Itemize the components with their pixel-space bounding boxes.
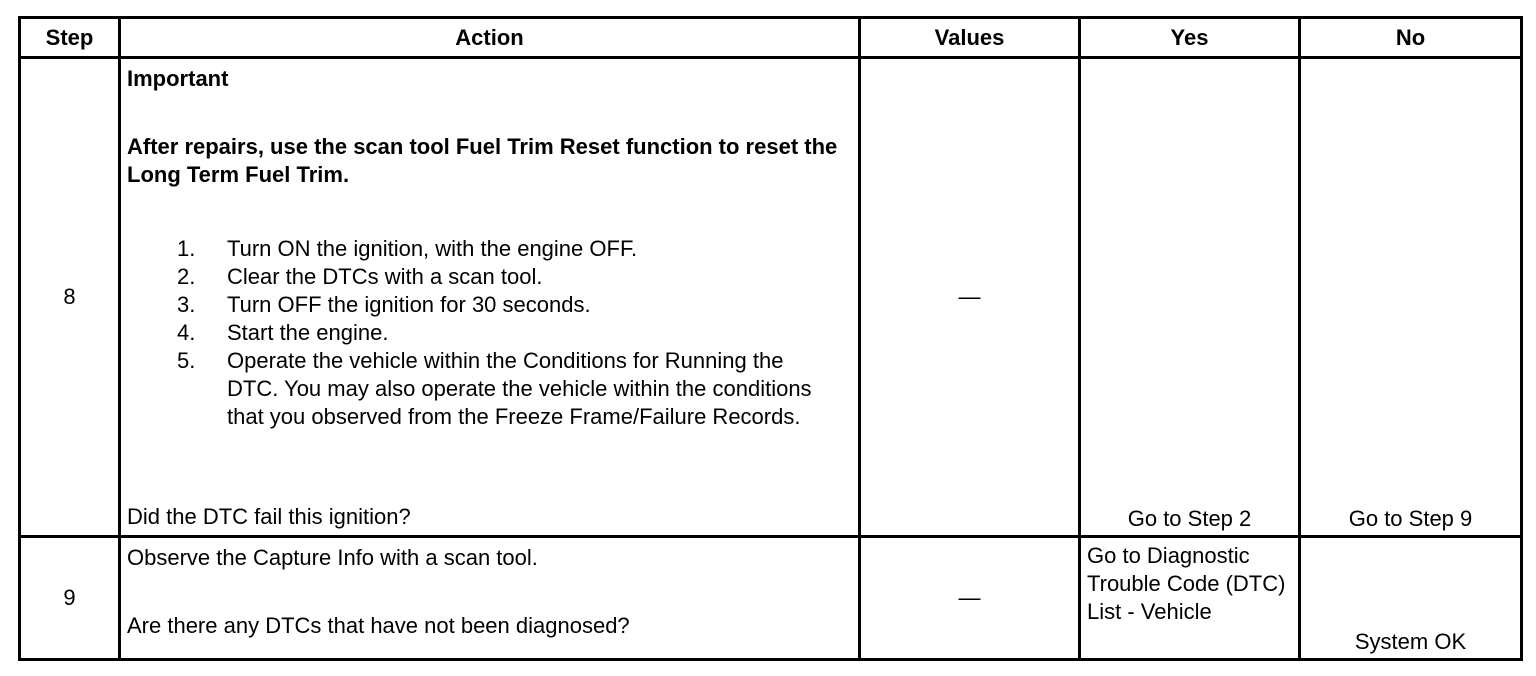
important-label: Important [127, 66, 229, 91]
procedure-list [127, 235, 852, 431]
header-step: Step [20, 18, 120, 58]
action-cell [120, 58, 860, 537]
list-item: 4. Start the engine. [177, 320, 389, 345]
no-link[interactable]: System OK [1300, 537, 1522, 660]
values-cell: — [860, 537, 1080, 660]
header-values: Values [860, 18, 1080, 58]
important-text: After repairs, use the scan tool Fuel Trim Reset function to reset the Long Term Fuel Trim. [127, 134, 838, 187]
question-text: Are there any DTCs that have not been diagnosed? [127, 613, 630, 638]
yes-link[interactable]: Go to Diagnostic Trouble Code (DTC) List - Vehicle [1080, 537, 1300, 660]
no-link[interactable]: Go to Step 9 [1300, 58, 1522, 537]
step-number: 8 [20, 58, 120, 537]
header-action: Action [120, 18, 860, 58]
list-item: 2. Clear the DTCs with a scan tool. [177, 264, 543, 289]
header-row [20, 18, 1522, 58]
list-item: 3. Turn OFF the ignition for 30 seconds. [177, 292, 591, 317]
table-row [20, 58, 1522, 537]
header-no: No [1300, 18, 1522, 58]
question-text: Did the DTC fail this ignition? [127, 504, 411, 529]
action-cell [120, 537, 860, 660]
list-item: 5. Operate the vehicle within the Conditions for Running the DTC. You may also operate the vehicle within the conditions that you observed from the Freeze Frame/Failure Records. [177, 348, 812, 429]
header-yes: Yes [1080, 18, 1300, 58]
list-item: 1. Turn ON the ignition, with the engine OFF. [177, 236, 638, 261]
observe-text: Observe the Capture Info with a scan tool. [127, 545, 538, 570]
table-row [20, 537, 1522, 660]
values-cell: — [860, 58, 1080, 537]
diagnostic-table [18, 16, 1523, 661]
step-number: 9 [20, 537, 120, 660]
yes-link[interactable]: Go to Step 2 [1080, 58, 1300, 537]
